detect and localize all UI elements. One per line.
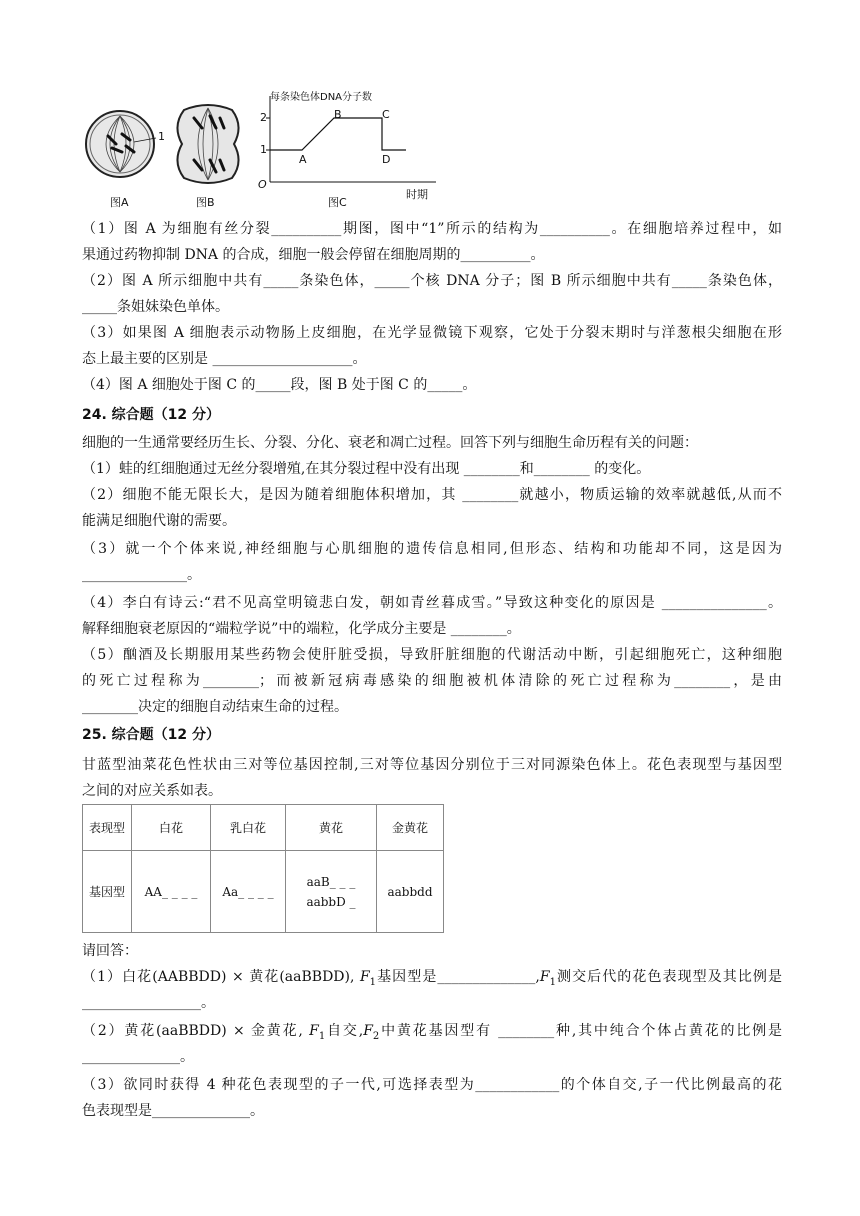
q25-heading: 25. 综合题（12 分） [82,727,221,743]
table-row [83,851,444,933]
cell-diagram-a [82,104,162,184]
graph-c-point-a: A [299,153,307,166]
q24-line-11: ________决定的细胞自动结束生命的过程。 [82,699,348,715]
q24-line-3: （2）细胞不能无限长大，是因为随着细胞体积增加，其 ________就越小，物质运输的效率就越低,从而不 [82,487,782,503]
f1-symbol: F [539,969,550,985]
q25-prompt: 请回答： [82,943,138,959]
q23-line-1: （1）图 A 为细胞有丝分裂__________期图，图中“1”所示的结构为__________。在细胞培养过程中，如 [82,221,782,237]
q25-line-1: 甘蓝型油菜花色性状由三对等位基因控制,三对等位基因分别位于三对同源染色体上。花色表现型与基因型 [82,757,782,773]
q25-q2-line-1 [82,1020,782,1048]
table-cell-line: aabbD _ [306,894,356,909]
table-cell [286,851,377,933]
graph-c-point-c: C [382,108,390,121]
table-header-cell: 金黄花 [377,805,444,851]
table-header-cell: 白花 [132,805,211,851]
q24-heading: 24. 综合题（12 分） [82,407,221,423]
table-cell: AA_ _ _ _ [132,851,211,933]
q24-line-2: （1）蛙的红细胞通过无丝分裂增殖,在其分裂过程中没有出现 ________和________ 的变化。 [82,461,651,477]
q23-line-7: （4）图 A 细胞处于图 C 的_____段，图 B 处于图 C 的_____。 [82,377,477,393]
figure-c-caption: 图C [328,196,347,209]
q25-q2-text-a: （2）黄花(aaBBDD) × 金黄花, [82,1023,310,1039]
q25-q3-line-2: 色表现型是______________。 [82,1103,264,1119]
graph-c-tick-1: 1 [260,143,267,156]
q25-q1-line-2: _________________。 [82,995,215,1011]
figure-group [80,82,460,212]
table-cell: aabbdd [377,851,444,933]
f1-subscript: 1 [318,1030,326,1042]
q25-q2-line-2: ______________。 [82,1049,194,1065]
q25-q1-text-a: （1）白花(AABBDD) × 黄花(aaBBDD), [82,969,360,985]
f2-subscript: 2 [372,1030,380,1042]
graph-c-origin: O [258,178,267,191]
figure-a-marker: 1 [158,130,165,143]
genotype-table [82,804,444,933]
graph-c-xlabel: 时期 [406,188,428,201]
q24-line-8: 解释细胞衰老原因的“端粒学说”中的端粒，化学成分主要是 ________。 [82,621,521,637]
graph-c-point-b: B [334,108,342,121]
q23-line-5: （3）如果图 A 细胞表示动物肠上皮细胞，在光学显微镜下观察，它处于分裂末期时与洋葱根尖细胞在形 [82,325,782,341]
q23-line-3: （2）图 A 所示细胞中共有_____条染色体，_____个核 DNA 分子；图 B 所示细胞中共有_____条染色体， [82,273,782,289]
q25-q2-text-b: 自交, [325,1023,364,1039]
q25-q3-line-1: （3）欲同时获得 4 种花色表现型的子一代,可选择表型为____________的个体自交,子一代比例最高的花 [82,1077,782,1093]
cell-diagram-b [170,102,246,186]
q23-line-2: 果通过药物抑制 DNA 的合成，细胞一般会停留在细胞周期的__________。 [82,247,545,263]
table-header-cell: 黄花 [286,805,377,851]
f1-symbol: F [359,969,370,985]
q24-line-7: （4）李白有诗云:“君不见高堂明镜悲白发，朝如青丝暮成雪。”导致这种变化的原因是 _______________。 [82,595,782,611]
q24-line-6: _______________。 [82,567,201,583]
figure-a-caption: 图A [110,196,129,209]
q23-line-6: 态上最主要的区别是 ____________________。 [82,351,367,367]
table-header-cell: 乳白花 [211,805,286,851]
figure-b-caption: 图B [196,196,215,209]
q25-q1-text-c: 测交后代的花色表现型及其比例是 [555,969,782,985]
f1-symbol: F [309,1023,319,1039]
f1-subscript: 1 [549,976,556,988]
table-cell: Aa_ _ _ _ [211,851,286,933]
q24-line-9: （5）酗酒及长期服用某些药物会使肝脏受损，导致肝脏细胞的代谢活动中断，引起细胞死亡，这种细胞 [82,647,782,663]
graph-c-point-d: D [382,153,391,166]
f2-symbol: F [363,1023,373,1039]
q24-line-1: 细胞的一生通常要经历生长、分裂、分化、衰老和凋亡过程。回答下列与细胞生命历程有关的问题： [82,435,698,451]
graph-c-tick-2: 2 [260,111,267,124]
q23-line-4: _____条姐妹染色单体。 [82,299,229,315]
q25-q2-text-c: 中黄花基因型有 ________种,其中纯合个体占黄花的比例是 [379,1023,783,1039]
graph-c-ylabel: 每条染色体DNA分子数 [270,92,373,103]
q25-q1-line-1 [82,966,782,994]
q25-q1-text-b: 基因型是______________, [376,969,540,985]
q24-line-4: 能满足细胞代谢的需要。 [82,513,236,529]
table-cell-line: aaB_ _ _ [306,874,356,889]
table-header-cell: 表现型 [83,805,132,851]
q24-line-10: 的死亡过程称为________；而被新冠病毒感染的细胞被机体清除的死亡过程称为________，是由 [82,673,782,689]
table-row-label: 基因型 [83,851,132,933]
q25-line-2: 之间的对应关系如表。 [82,783,222,799]
f1-subscript: 1 [369,976,377,988]
table-header-row [83,805,444,851]
q24-line-5: （3）就一个个体来说,神经细胞与心肌细胞的遗传信息相同,但形态、结构和功能却不同，这是因为 [82,541,782,557]
